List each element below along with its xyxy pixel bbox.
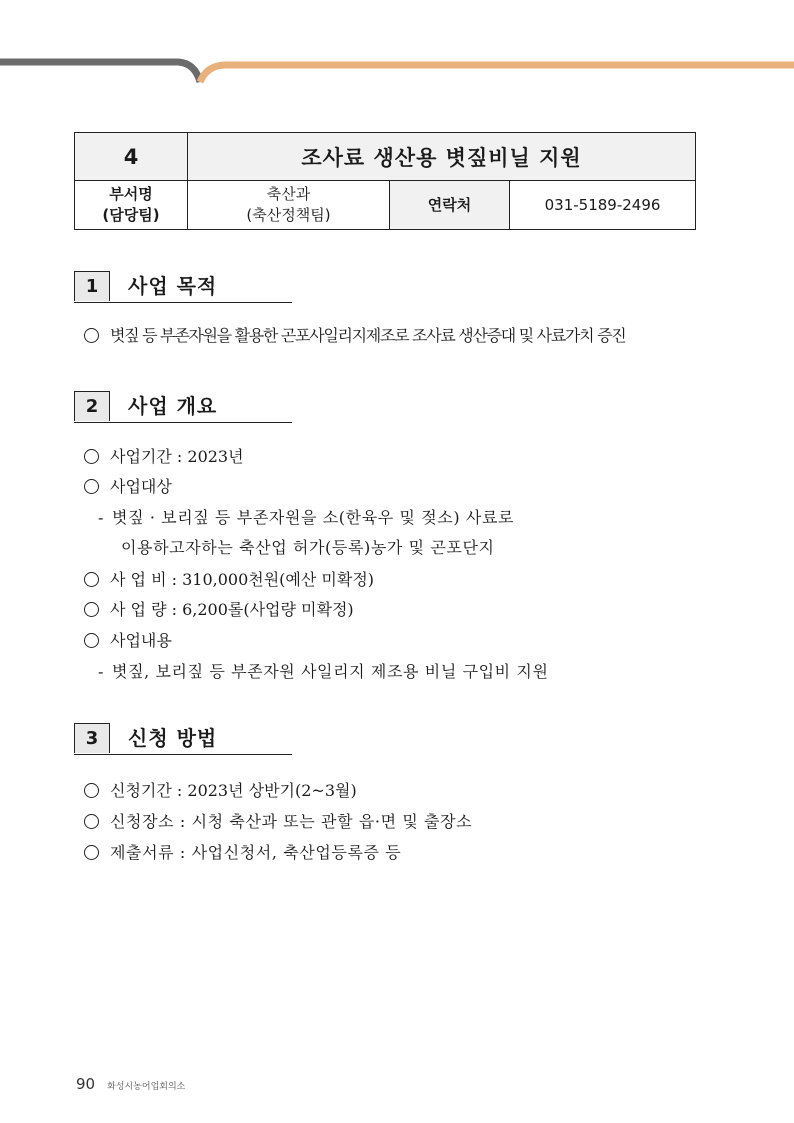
list-item: 신청장소 : 시청 축산과 또는 관할 읍·면 및 출장소 bbox=[84, 810, 472, 834]
section-heading-purpose bbox=[74, 271, 292, 303]
circle-bullet-icon bbox=[84, 814, 99, 829]
list-item: 제출서류 : 사업신청서, 축산업등록증 등 bbox=[84, 841, 401, 865]
project-number: 4 bbox=[75, 133, 188, 181]
list-subitem: - 볏짚 · 보리짚 등 부존자원을 소(한육우 및 젖소) 사료로 bbox=[98, 508, 515, 527]
dept-label: 부서명 bbox=[109, 185, 153, 203]
footer-org: 화성시농어업회의소 bbox=[107, 1082, 186, 1092]
circle-bullet-icon bbox=[84, 633, 99, 648]
circle-bullet-icon bbox=[84, 479, 99, 494]
dash-bullet-icon: - bbox=[98, 662, 105, 681]
circle-bullet-icon bbox=[84, 783, 99, 798]
team-value: (축산정책팀) bbox=[246, 206, 331, 224]
project-meta-row bbox=[75, 181, 696, 230]
dept-value-cell bbox=[188, 181, 390, 230]
circle-bullet-icon bbox=[84, 602, 99, 617]
project-title-row bbox=[75, 133, 696, 181]
circle-bullet-icon bbox=[84, 449, 99, 464]
list-item: 사업대상 bbox=[84, 475, 172, 499]
list-item: 볏짚 등 부존자원을 활용한 곤포사일리지제조로 조사료 생산증대 및 사료가치 증진 bbox=[84, 324, 625, 348]
list-item: 사업내용 bbox=[84, 629, 172, 653]
contact-label: 연락처 bbox=[390, 181, 510, 230]
circle-bullet-icon bbox=[84, 845, 99, 860]
section-title: 사업 개요 bbox=[128, 394, 218, 418]
section-number: 3 bbox=[74, 723, 110, 753]
section-heading-application bbox=[74, 723, 292, 755]
list-item: 신청기간 : 2023년 상반기(2~3월) bbox=[84, 779, 357, 803]
header-band-left bbox=[0, 62, 200, 82]
circle-bullet-icon bbox=[84, 328, 99, 343]
section-heading-overview bbox=[74, 391, 292, 423]
list-item: 사 업 비 : 310,000천원(예산 미확정) bbox=[84, 568, 374, 592]
list-subitem-continuation: 이용하고자하는 축산업 허가(등록)농가 및 곤포단지 bbox=[121, 538, 495, 557]
page-footer bbox=[76, 1075, 185, 1093]
page-number: 90 bbox=[76, 1075, 96, 1093]
section-title: 신청 방법 bbox=[128, 726, 218, 750]
project-info-table bbox=[74, 132, 696, 230]
header-band-right bbox=[200, 65, 794, 82]
section-number: 1 bbox=[74, 271, 110, 301]
list-item: 사업기간 : 2023년 bbox=[84, 445, 244, 469]
team-label: (담당팀) bbox=[102, 206, 160, 224]
list-subitem: - 볏짚, 보리짚 등 부존자원 사일리지 제조용 비닐 구입비 지원 bbox=[98, 662, 549, 681]
contact-value: 031-5189-2496 bbox=[510, 181, 696, 230]
header-band bbox=[0, 56, 794, 86]
dept-label-cell bbox=[75, 181, 188, 230]
section-number: 2 bbox=[74, 391, 110, 421]
project-title: 조사료 생산용 볏짚비닐 지원 bbox=[188, 133, 696, 181]
section-title: 사업 목적 bbox=[128, 274, 218, 298]
dash-bullet-icon: - bbox=[98, 508, 105, 527]
dept-value: 축산과 bbox=[266, 185, 311, 203]
list-item: 사 업 량 : 6,200롤(사업량 미확정) bbox=[84, 598, 354, 622]
circle-bullet-icon bbox=[84, 572, 99, 587]
